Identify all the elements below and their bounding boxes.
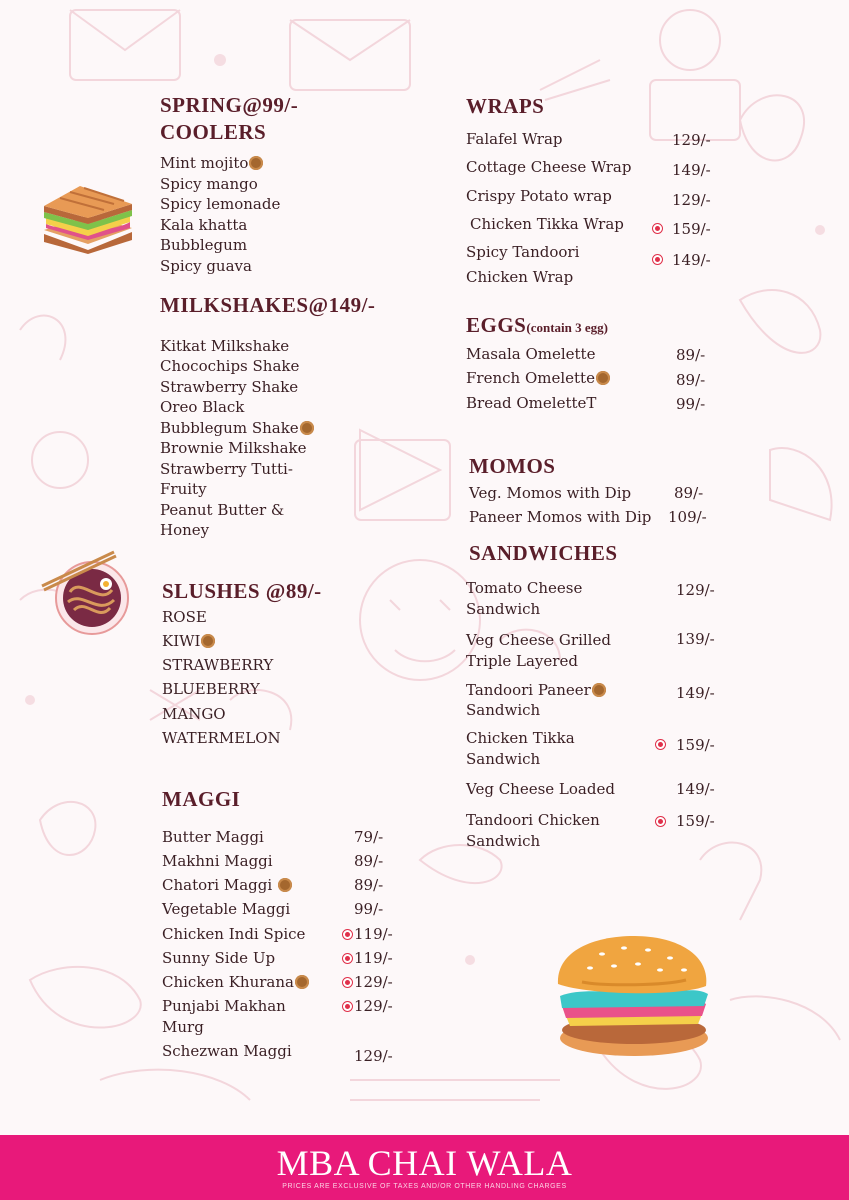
menu-item-price: 129/- <box>672 131 711 149</box>
menu-item-price: 89/- <box>676 371 706 389</box>
menu-item <box>160 153 263 173</box>
menu-item: Makhni Maggi <box>162 852 273 870</box>
menu-item-label: Bubblegum Shake <box>160 419 299 437</box>
menu-item-line2: Sandwich <box>466 832 541 850</box>
menu-item: Masala Omelette <box>466 345 596 363</box>
menu-item: Kala khatta <box>160 216 248 234</box>
non-veg-mark-icon <box>342 1001 353 1012</box>
menu-item: Brownie Milkshake <box>160 439 307 457</box>
menu-item-price: 149/- <box>672 161 711 179</box>
menu-item-price: 99/- <box>354 900 384 918</box>
menu-item: Chicken Tikka <box>466 729 575 747</box>
non-veg-mark-icon <box>342 977 353 988</box>
menu-item: Spicy lemonade <box>160 195 281 213</box>
menu-item-price: 129/- <box>354 997 393 1015</box>
non-veg-mark-icon <box>652 223 663 234</box>
menu-item-label: Mint mojito <box>160 154 249 172</box>
non-veg-mark-icon <box>652 254 663 265</box>
menu-item-label: KIWI <box>162 632 201 650</box>
menu-item-label: Chatori Maggi <box>162 876 273 894</box>
menu-item: Chocochips Shake <box>160 357 300 375</box>
menu-item-label: French Omelette <box>466 369 595 387</box>
menu-item: STRAWBERRY <box>162 656 274 674</box>
menu-item <box>162 972 309 992</box>
menu-item: ROSE <box>162 608 207 626</box>
bestseller-badge-icon <box>592 683 606 697</box>
menu-item-price: 149/- <box>676 780 715 798</box>
menu-item-line2: Chicken Wrap <box>466 268 574 286</box>
menu-item: Veg. Momos with Dip <box>469 484 632 502</box>
menu-item-price: 99/- <box>676 395 706 413</box>
menu-item: Falafel Wrap <box>466 130 563 148</box>
menu-item-price: 89/- <box>354 876 384 894</box>
menu-item: Cottage Cheese Wrap <box>466 158 632 176</box>
menu-item-line2: Sandwich <box>466 701 541 719</box>
menu-item-line2: Triple Layered <box>466 652 578 670</box>
menu-item: Chicken Indi Spice <box>162 925 306 943</box>
noodle-bowl-icon <box>40 546 132 636</box>
menu-item-price: 79/- <box>354 828 384 846</box>
menu-item: Crispy Potato wrap <box>466 187 612 205</box>
menu-item: Kitkat Milkshake <box>160 337 290 355</box>
menu-item: Butter Maggi <box>162 828 264 846</box>
menu-item-line2: Sandwich <box>466 600 541 618</box>
bestseller-badge-icon <box>278 878 292 892</box>
menu-item-price: 89/- <box>354 852 384 870</box>
momos-title: MOMOS <box>469 454 556 478</box>
eggs-subtitle: (contain 3 egg) <box>526 320 608 335</box>
coolers-section <box>160 92 298 146</box>
menu-item: Tandoori Chicken <box>466 811 600 829</box>
menu-item-price: 109/- <box>668 508 707 526</box>
menu-item: Fruity <box>160 480 207 498</box>
menu-item: Schezwan Maggi <box>162 1042 292 1060</box>
menu-item-price: 159/- <box>676 736 715 754</box>
menu-item-price: 89/- <box>676 346 706 364</box>
menu-item-price: 139/- <box>676 630 715 648</box>
menu-item-price: 129/- <box>354 973 393 991</box>
menu-item: Sunny Side Up <box>162 949 276 967</box>
menu-item-price: 119/- <box>354 925 393 943</box>
brand-name: MBA CHAI WALA <box>276 1143 573 1183</box>
slushes-title: SLUSHES @89/- <box>162 579 322 603</box>
menu-item: Veg Cheese Loaded <box>466 780 615 798</box>
menu-item-price: 89/- <box>674 484 704 502</box>
menu-item: Bread OmeletteT <box>466 394 597 412</box>
menu-item: WATERMELON <box>162 729 281 747</box>
non-veg-mark-icon <box>655 816 666 827</box>
wraps-title: WRAPS <box>466 94 545 118</box>
menu-item: Strawberry Shake <box>160 378 299 396</box>
menu-item: Chicken Tikka Wrap <box>470 215 624 233</box>
menu-item-price: 129/- <box>676 581 715 599</box>
menu-item: Peanut Butter & <box>160 501 285 519</box>
eggs-title <box>466 312 608 341</box>
menu-item-line2: Murg <box>162 1018 204 1036</box>
bestseller-badge-icon <box>295 975 309 989</box>
menu-item: Spicy mango <box>160 175 258 193</box>
menu-item-price: 149/- <box>676 684 715 702</box>
coolers-title-line2: COOLERS <box>160 120 267 144</box>
tax-note: PRICES ARE EXCLUSIVE OF TAXES AND/OR OTHER HANDLING CHARGES <box>282 1183 567 1190</box>
menu-item <box>160 418 314 438</box>
menu-item: Vegetable Maggi <box>162 900 291 918</box>
menu-item-price: 129/- <box>354 1047 393 1065</box>
menu-item: BLUEBERRY <box>162 680 260 698</box>
menu-item: Punjabi Makhan <box>162 997 286 1015</box>
menu-item: Honey <box>160 521 210 539</box>
menu-item <box>162 875 292 895</box>
menu-item <box>466 368 610 388</box>
menu-item-label: Tandoori Paneer <box>466 681 591 699</box>
menu-item: Spicy guava <box>160 257 252 275</box>
menu-item-line2: Sandwich <box>466 750 541 768</box>
bestseller-badge-icon <box>300 421 314 435</box>
menu-item: Bubblegum <box>160 236 248 254</box>
menu-item: Strawberry Tutti- <box>160 460 293 478</box>
menu-item-price: 119/- <box>354 949 393 967</box>
eggs-title-text: EGGS <box>466 313 527 337</box>
footer-banner <box>0 1135 849 1200</box>
bestseller-badge-icon <box>596 371 610 385</box>
non-veg-mark-icon <box>655 739 666 750</box>
sandwich-icon <box>40 182 136 254</box>
menu-item-label: Chicken Khurana <box>162 973 294 991</box>
menu-item <box>466 680 606 700</box>
maggi-title: MAGGI <box>162 787 241 811</box>
bestseller-badge-icon <box>249 156 263 170</box>
bestseller-badge-icon <box>201 634 215 648</box>
menu-item-price: 129/- <box>672 191 711 209</box>
milkshakes-title: MILKSHAKES@149/- <box>160 293 376 317</box>
non-veg-mark-icon <box>342 953 353 964</box>
menu-item: MANGO <box>162 705 226 723</box>
menu-item-price: 149/- <box>672 251 711 269</box>
coolers-title-line1: SPRING@99/- <box>160 93 299 117</box>
menu-item: Paneer Momos with Dip <box>469 508 652 526</box>
menu-item: Spicy Tandoori <box>466 243 580 261</box>
menu-item: Oreo Black <box>160 398 245 416</box>
menu-item-price: 159/- <box>672 220 711 238</box>
burger-icon <box>552 934 712 1058</box>
menu-item: Veg Cheese Grilled <box>466 631 611 649</box>
menu-item-price: 159/- <box>676 812 715 830</box>
menu-item: Tomato Cheese <box>466 579 583 597</box>
non-veg-mark-icon <box>342 929 353 940</box>
menu-item <box>162 631 215 651</box>
sandwiches-title: SANDWICHES <box>469 541 618 565</box>
